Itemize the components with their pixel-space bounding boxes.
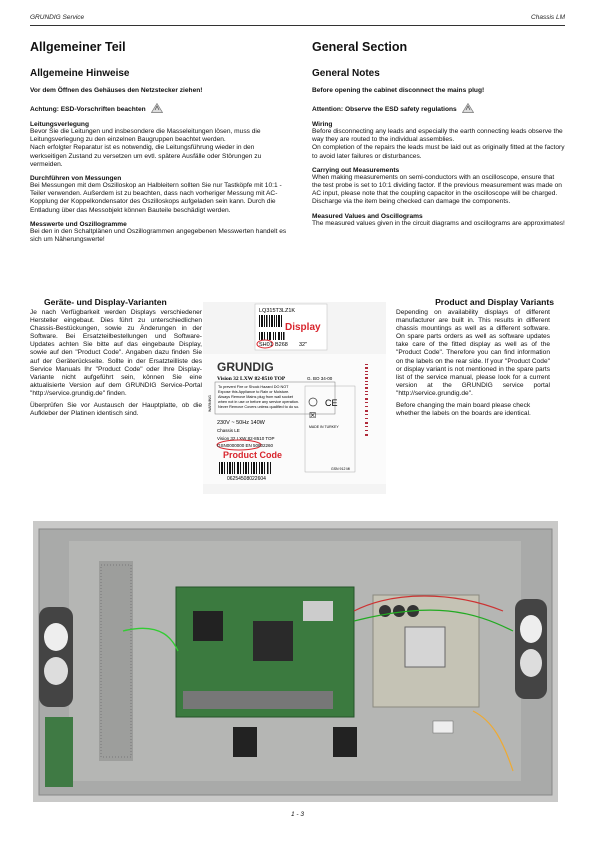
english-section-text: The measured values given in the circuit diagrams and oscillograms are approximates! — [312, 219, 565, 227]
display-sticker-size: 32" — [299, 342, 308, 348]
english-section-heading: Measured Values and Oscillograms — [312, 212, 423, 220]
label-warning-line: when not in use or before any service operation. — [218, 400, 300, 404]
english-mains-warning: Before opening the cabinet disconnect the mains plug! — [312, 87, 485, 94]
display-sticker-sh: SH01 — [259, 342, 273, 348]
german-esd-text: Achtung: ESD-Vorschriften beachten — [30, 106, 146, 113]
english-section-text: When making measurements on semi-conductors with an oscilloscope, ensure that the test probe is set to 10:1 dividing factor. If the previous measurement was made on AC input, please note that the coupling capacitor in the oscilloscope will be charged. Discharge via the item being checked can damage the components. — [312, 173, 562, 206]
label-gbo: G. BO 34-00 — [307, 376, 333, 381]
header-right: Chassis LM — [531, 14, 565, 21]
esd-warning-icon — [462, 103, 474, 113]
german-section-heading: Messwerte und Oszillogramme — [30, 220, 127, 228]
page-number: 1 - 3 — [290, 811, 304, 818]
variants-de-text: Überprüfen Sie vor Austausch der Hauptplatte, ob die Aufkleber der Platinen identisch sind. — [30, 402, 202, 418]
variants-de-heading: Geräte- und Display-Varianten — [44, 297, 167, 307]
label-barcode-number: 06254508022604 — [227, 476, 266, 482]
variants-en-text: Before changing the main board please check whether the labels on the boards are identical. — [396, 402, 531, 418]
variants-en — [396, 297, 554, 418]
german-esd-warning — [30, 103, 290, 113]
label-gsn-side: GSN 912 MI — [331, 467, 351, 471]
german-subtitle: Allgemeine Hinweise — [30, 68, 130, 79]
german-section-text: Bei den in den Schaltplänen und Oszillogrammen angegebenen Messwerten handelt es sich um Näherungswerte! — [30, 227, 287, 244]
display-sticker-code: LQ315T3LZ1K — [259, 308, 296, 314]
german-section-heading: Leitungsverlegung — [30, 121, 89, 128]
english-esd-warning — [312, 103, 565, 113]
label-power: 230V ~ 50Hz 140W — [217, 420, 265, 426]
side-board — [45, 717, 73, 787]
label-warning-line: Always Remove Mains plug from wall socket — [218, 395, 293, 399]
chassis-photo — [33, 521, 558, 802]
german-section-text: Bevor Sie die Leitungen und insbesondere die Masseleitungen lösen, muss die Leitungsverlegung zu den einzelnen Baugruppen beachtet werden. Nach erfolgter Reparatur ist es notwendig, die Leitungsführung wieder in den werkseitigen Zustand zu versetzen um evtl. spätere Ausfälle oder Störungen zu vermeiden. — [30, 128, 262, 168]
german-mains-warning: Vor dem Öffnen des Gehäuses den Netzstecker ziehen! — [30, 87, 203, 94]
variants-en-heading: Product and Display Variants — [435, 297, 554, 307]
header-rule — [30, 25, 565, 26]
vent-grid — [99, 561, 133, 761]
right-speaker — [515, 599, 547, 699]
esd-warning-icon — [151, 103, 163, 113]
label-warning-side: WARNING — [208, 395, 212, 412]
label-model: Vision 32 LXW 82-8510 TOP — [217, 376, 286, 382]
rating-label-photo — [203, 302, 386, 494]
english-title: General Section — [312, 40, 408, 54]
display-sticker-num: B268 — [275, 342, 288, 348]
variants-de — [30, 297, 202, 418]
english-subtitle: General Notes — [312, 68, 380, 79]
label-brand: GRUNDIG — [217, 360, 274, 374]
label-gsn: GSN0000000 EN 50802260 — [217, 443, 274, 448]
variants-en-text: Depending on availability displays of different manufacturer are built in. This results in different chassis mountings as well as a different software. On spare parts orders as well as software updates take care of the fitted display as well as of the "Product Code". Therefore you can find information on the labels on the rear side. If your "Product Code" or display variant is not mentioned in the spare parts list of the service manual, please look for a current version at the GRUNDIG service portal "http://service.grundig.de". — [396, 309, 550, 397]
bin-icon: ☒ — [309, 411, 317, 420]
label-made-in: MADE IN TURKEY — [309, 425, 339, 429]
label-chassis: Chassis LE — [217, 428, 240, 433]
english-section-text: Before disconnecting any leads and especially the earth connecting leads observe the way they are routed to the individual assemblies. On completion of the repairs the leads must be laid out as originally fitted at the factory to avoid later failures or disturbances. — [312, 128, 565, 160]
ce-mark: CE — [325, 398, 338, 408]
german-section-heading: Durchführen von Messungen — [30, 175, 122, 183]
product-code-callout: Product Code — [223, 450, 283, 460]
german-title: Allgemeiner Teil — [30, 40, 126, 54]
english-column — [312, 40, 565, 228]
english-esd-text: Attention: Observe the ESD safety regulations — [312, 106, 457, 113]
label-warning-line: Expose this Appliance to Rain or Moisture. — [218, 390, 290, 394]
display-callout: Display — [285, 322, 321, 333]
header-left: GRUNDIG Service — [30, 14, 85, 21]
label-model2: Vision 32 LXW 82-8510 TOP — [217, 436, 275, 441]
label-warning-line: To prevent Fire or Shock Hazard DO NOT — [218, 385, 289, 389]
german-section-text: Bei Messungen mit dem Oszilloskop an Halbleitern sollten Sie nur Tastköpfe mit 10:1 - Teiler verwenden. Außerdem ist zu beachten, dass nach vorheriger Messung mit AC-Kopplung der Koppelkondensator des Oszilloskops aufgeladen sein kann. Durch die Entladung über das Messobjekt können Bauteile beschädigt werden. — [30, 182, 282, 214]
label-warning-line: Never Remove Covers unless qualified to do so. — [218, 405, 300, 409]
variants-de-text: Je nach Verfügbarkeit werden Displays verschiedener Hersteller eingebaut. Dies führt zu unterschiedlichen Chassis-Bestückungen, sowie zu Änderungen in der Software. Bei Ersatzteilbestellungen und Software-Updates achten Sie bitte auf das eingebaute Display, sowie auf den "Product Code". Angaben dazu finden Sie auf der Geräterückseite. Sollte in der Ersatzteilliste des Service Manuals Ihr "Product Code" oder Ihre Display-Variante nicht aufgeführt sein, können Sie eine aktualisierte Version auf dem GRUNDIG Service-Portal "http://service.grundig.de" finden. — [30, 309, 202, 397]
english-section-heading: Carrying out Measurements — [312, 166, 400, 174]
left-speaker — [39, 607, 73, 707]
german-column — [30, 40, 290, 244]
english-section-heading: Wiring — [312, 121, 333, 128]
